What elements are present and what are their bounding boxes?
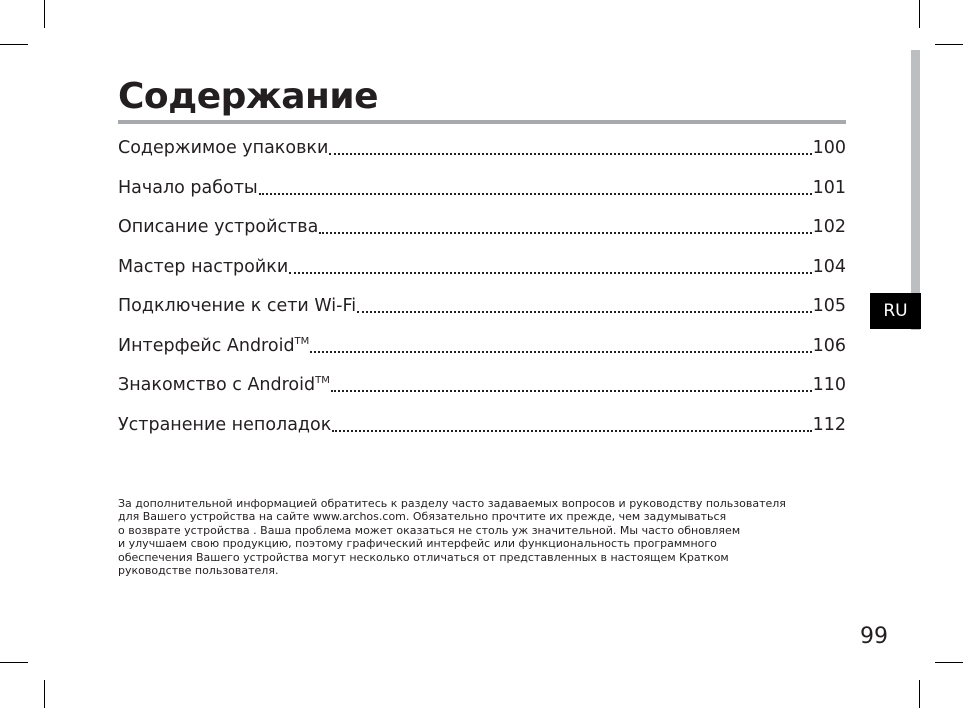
page-title: Содержание [118,76,379,117]
toc-entry-title: Начало работы [118,177,258,198]
toc-entry-page: 105 [812,296,846,316]
toc-entry-label [118,294,356,318]
note-line: За дополнительной информацией обратитесь к разделу часто задаваемых вопросов и руководству пользователя [118,497,786,510]
toc-entry-page: 106 [812,335,846,356]
toc-entry-title: Знакомство с Android [118,375,316,395]
table-of-contents [118,136,846,452]
toc-entry-page: 100 [812,138,846,158]
toc-entry[interactable] [118,255,846,295]
dot-leader [332,413,811,432]
note-line: руководстве пользователя. [118,563,279,577]
toc-entry-label [118,255,288,279]
toc-entry[interactable] [118,176,846,216]
toc-entry-title: Устранение неполадок [118,414,332,435]
crop-mark [0,44,28,45]
toc-entry-title: Интерфейс Android [118,335,295,356]
toc-entry-title: Содержимое упаковки [118,138,329,158]
toc-entry-page: 112 [812,414,846,435]
title-divider [118,120,846,124]
toc-entry-label [118,215,318,239]
crop-mark [0,662,28,663]
dot-leader [259,176,812,195]
toc-entry-label [118,413,331,437]
crop-mark [919,0,920,28]
toc-entry-page: 110 [812,375,846,395]
dot-leader [357,294,811,313]
dot-leader [289,255,811,274]
crop-mark [44,680,45,708]
toc-entry[interactable] [118,294,846,334]
toc-entry-label [118,334,309,358]
crop-mark [935,662,963,663]
toc-entry[interactable] [118,413,846,453]
toc-entry-title: Подключение к сети Wi-Fi [118,296,357,316]
dot-leader [329,136,811,155]
note-line: обеспечения Вашего устройства могут несколько отличаться от представленных в настоящем Кратком [118,550,729,564]
trademark-mark: TM [294,335,310,347]
note-line: и улучшаем свою продукцию, поэтому графический интерфейс или функциональность программного [118,537,717,551]
toc-entry[interactable] [118,373,846,413]
note-line: о возврате устройства . Ваша проблема может оказаться не столь уж значительной. Мы часто обновляем [118,523,741,537]
page-number: 99 [860,624,888,649]
crop-mark [935,44,963,45]
toc-entry-label [118,176,258,200]
toc-entry-page: 104 [812,256,846,277]
note-line: для Вашего устройства на сайте www.archos.com. Обязательно прочтите их прежде, чем задумываться [118,510,727,524]
toc-entry-page: 102 [812,217,846,237]
toc-entry[interactable] [118,334,846,374]
toc-entry-label [118,373,330,397]
info-note [118,497,848,577]
toc-entry[interactable] [118,215,846,255]
toc-entry[interactable] [118,136,846,176]
dot-leader [331,373,812,392]
toc-entry-title: Мастер настройки [118,256,289,277]
dot-leader [310,334,811,353]
trademark-mark: TM [315,375,330,386]
crop-mark [44,0,45,28]
side-edge-bar [911,50,920,330]
toc-entry-title: Описание устройства [118,217,319,237]
language-tab: RU [870,293,921,329]
toc-entry-page: 101 [812,177,846,198]
dot-leader [319,215,811,234]
crop-mark [919,680,920,708]
toc-entry-label [118,136,328,160]
